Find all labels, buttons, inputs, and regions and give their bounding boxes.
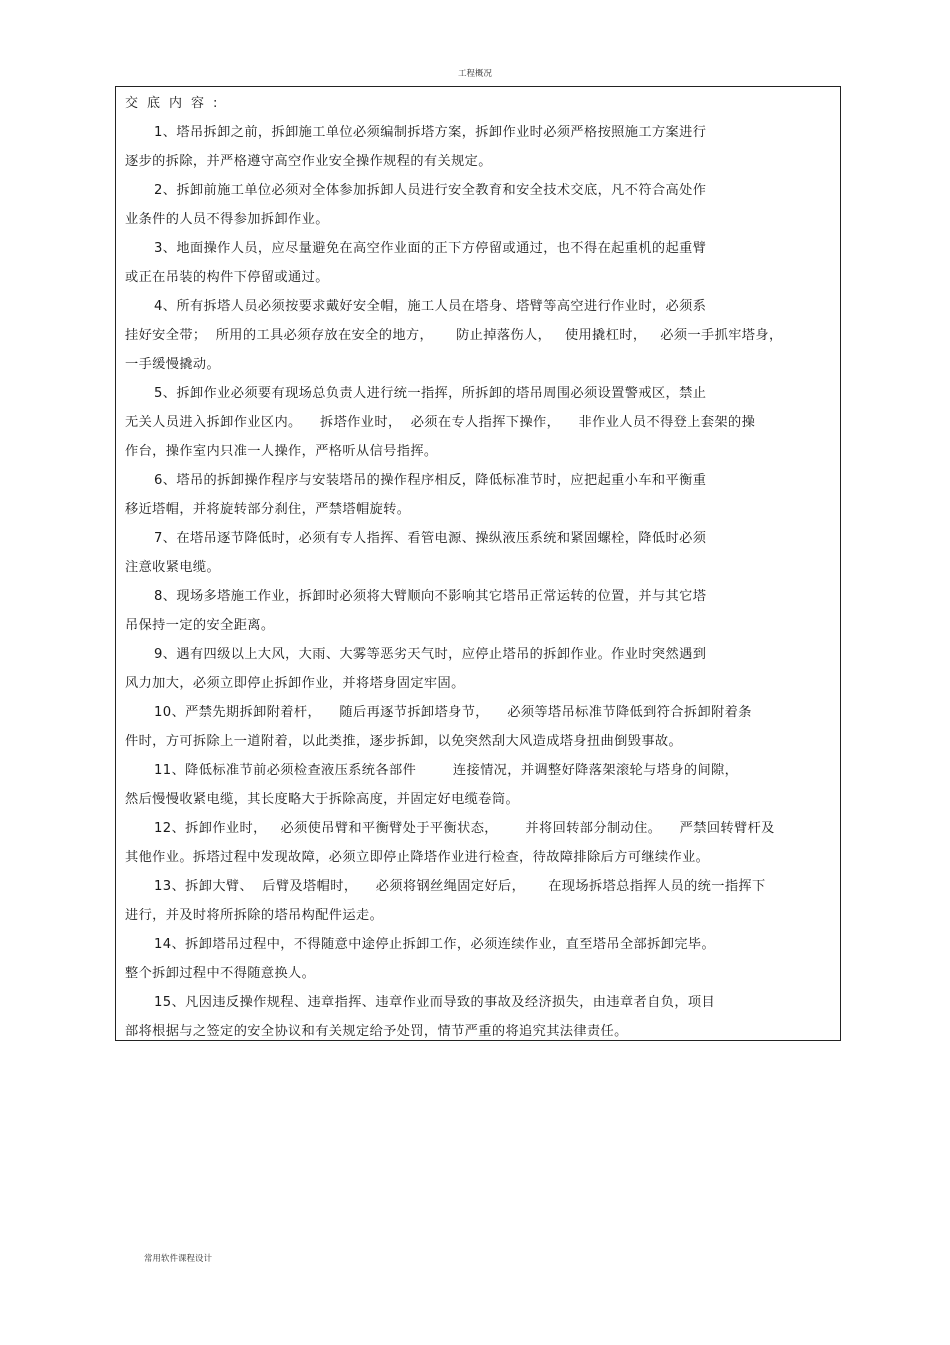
clause-continuation-line: 挂好安全带； 所用的工具必须存放在安全的地方， 防止掉落伤人， 使用撬杠时， 必须一手抓牢塔身，: [125, 328, 783, 343]
clause-first-line: 5、拆卸作业必须要有现场总负责人进行统一指挥，所拆卸的塔吊周围必须设置警戒区，禁止: [154, 386, 707, 401]
clause-continuation-line: 或正在吊装的构件下停留或通过。: [125, 270, 329, 285]
clause-continuation-line: 逐步的拆除，并严格遵守高空作业安全操作规程的有关规定。: [125, 154, 492, 169]
clause-continuation-line: 风力加大，必须立即停止拆卸作业，并将塔身固定牢固。: [125, 676, 465, 691]
clause-first-line: 2、拆卸前施工单位必须对全体参加拆卸人员进行安全教育和安全技术交底，凡不符合高处作: [154, 183, 707, 198]
clause-first-line: 13、拆卸大臂、 后臂及塔帽时， 必须将钢丝绳固定好后， 在现场拆塔总指挥人员的统一指挥下: [154, 879, 766, 894]
clause-first-line: 6、塔吊的拆卸操作程序与安装塔吊的操作程序相反，降低标准节时，应把起重小车和平衡重: [154, 473, 707, 488]
clause-continuation-line: 其他作业。拆塔过程中发现故障，必须立即停止降塔作业进行检查，待故障排除后方可继续作业。: [125, 850, 710, 865]
clause-first-line: 12、拆卸作业时， 必须使吊臂和平衡臂处于平衡状态， 并将回转部分制动住。 严禁回转臂杆及: [154, 821, 775, 836]
disclosure-content-label: 交底内容:: [125, 96, 227, 111]
clause-first-line: 8、现场多塔施工作业，拆卸时必须将大臂顺向不影响其它塔吊正常运转的位置，并与其它塔: [154, 589, 707, 604]
clause-first-line: 11、降低标准节前必须检查液压系统各部件 连接情况，并调整好降落架滚轮与塔身的间隙，: [154, 763, 739, 778]
clause-continuation-line: 业条件的人员不得参加拆卸作业。: [125, 212, 329, 227]
clause-first-line: 4、所有拆塔人员必须按要求戴好安全帽，施工人员在塔身、塔臂等高空进行作业时，必须系: [154, 299, 707, 314]
clause-continuation-line: 件时，方可拆除上一道附着，以此类推，逐步拆卸，以免突然刮大风造成塔身扭曲倒毁事故。: [125, 734, 683, 749]
clause-first-line: 10、严禁先期拆卸附着杆， 随后再逐节拆卸塔身节， 必须等塔吊标准节降低到符合拆卸附着条: [154, 705, 752, 720]
page-footer: 常用软件课程设计: [144, 1254, 213, 1264]
clause-first-line: 3、地面操作人员，应尽量避免在高空作业面的正下方停留或通过，也不得在起重机的起重臂: [154, 241, 707, 256]
clause-continuation-line: 注意收紧电缆。: [125, 560, 221, 575]
clause-first-line: 15、凡因违反操作规程、违章指挥、违章作业而导致的事故及经济损失，由违章者自负，项目: [154, 995, 716, 1010]
disclosure-content-box: [115, 86, 841, 1041]
clause-continuation-line: 部将根据与之签定的安全协议和有关规定给予处罚，情节严重的将追究其法律责任。: [125, 1024, 628, 1039]
clause-continuation-line: 然后慢慢收紧电缆，其长度略大于拆除高度，并固定好电缆卷筒。: [125, 792, 520, 807]
clause-first-line: 1、塔吊拆卸之前，拆卸施工单位必须编制拆塔方案，拆卸作业时必须严格按照施工方案进行: [154, 125, 707, 140]
clause-first-line: 7、在塔吊逐节降低时，必须有专人指挥、看管电源、操纵液压系统和紧固螺栓，降低时必须: [154, 531, 707, 546]
page-header: 工程概况: [457, 69, 492, 79]
clause-continuation-line: 无关人员进入拆卸作业区内。 拆塔作业时， 必须在专人指挥下操作， 非作业人员不得登上套架的操: [125, 415, 756, 430]
clause-first-line: 14、拆卸塔吊过程中，不得随意中途停止拆卸工作，必须连续作业，直至塔吊全部拆卸完毕。: [154, 937, 716, 952]
clause-continuation-line: 一手缓慢撬动。: [125, 357, 221, 372]
clause-continuation-line: 作台，操作室内只准一人操作，严格听从信号指挥。: [125, 444, 438, 459]
clause-continuation-line: 移近塔帽，并将旋转部分刹住，严禁塔帽旋转。: [125, 502, 411, 517]
clause-first-line: 9、遇有四级以上大风，大雨、大雾等恶劣天气时，应停止塔吊的拆卸作业。作业时突然遇到: [154, 647, 707, 662]
clause-continuation-line: 吊保持一定的安全距离。: [125, 618, 275, 633]
clause-continuation-line: 整个拆卸过程中不得随意换人。: [125, 966, 316, 981]
clause-continuation-line: 进行，并及时将所拆除的塔吊构配件运走。: [125, 908, 384, 923]
